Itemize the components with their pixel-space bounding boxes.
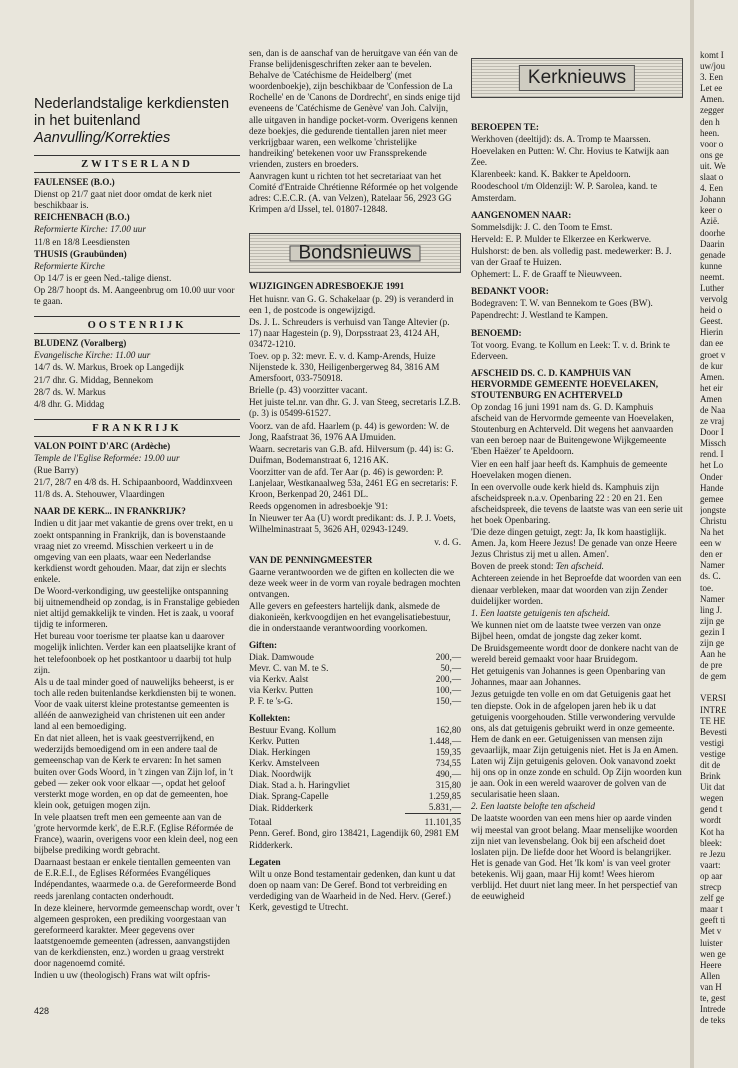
country-zwitserland: ZWITSERLAND	[34, 155, 240, 173]
preek-title: Ten afscheid.	[555, 561, 604, 572]
legaten-title: Legaten	[249, 856, 281, 867]
fragment-line: vestigi	[700, 737, 724, 748]
fragment-line: uit. We	[700, 160, 726, 171]
fragment-line: wordt	[700, 815, 721, 826]
table-row	[249, 725, 461, 736]
bondsnieuws-banner	[249, 233, 461, 273]
penning-title: VAN DE PENNINGMEESTER	[249, 554, 373, 565]
reichenbach-text: 11/8 en 18/8 Leesdiensten	[34, 236, 130, 247]
point-1-paragraph: Het getuigenis van Johannes is geen Openbaring van Johannes, maar aan Johannes.	[471, 666, 666, 688]
place-faulensee: FAULENSEE (B.O.)	[34, 177, 115, 188]
article-paragraph: Indien u uw (theologisch) Frans wat wilt opfris-	[34, 970, 211, 981]
far-right-column-fragment	[700, 50, 738, 1026]
fragment-line: Christu	[700, 515, 727, 526]
fragment-line: Amen	[700, 393, 722, 404]
table-row	[249, 747, 461, 758]
preek-paragraph: Achtereen zeiende in het Beproefde dat woorden van een dienaar verbleken, maar dat woorden van zijn Zender duidelijker worden.	[471, 573, 682, 606]
gift-name: via Kerkv. Aalst	[249, 674, 309, 685]
fragment-line: de Naa	[700, 405, 726, 415]
benoemd-line: Tot voorg. Evang. te Kollum en Leek: T. v. d. Brink te Ederveen.	[471, 339, 670, 361]
fragment-line: het eir	[700, 382, 723, 393]
fragment-line: Hierin	[700, 327, 723, 338]
adres-paragraph: Reeds opgenomen in adresboekje '91:	[249, 501, 388, 512]
bludenz-church: Evangelische Kirche: 11.00 uur	[34, 350, 151, 361]
fragment-line: INTRE	[700, 704, 727, 715]
fragment-line: Kot ha	[700, 826, 725, 837]
giften-table	[249, 652, 461, 707]
table-row	[249, 652, 461, 663]
kerknieuws-title: Kerknieuws	[519, 65, 635, 91]
fragment-line: keer o	[700, 205, 723, 216]
penning-paragraph: Alle gevers en gefeesters hartelijk dank, alsmede de diakonieën, kerkvoogdijen en het evangelisatiebestuur, die in onderstaande verantwoording voorkomen.	[249, 600, 451, 634]
thusis-text-2: Op 28/7 hoopt ds. M. Aangeenbrug om 10.00 uur voor te gaan.	[34, 284, 235, 307]
table-row	[249, 685, 461, 696]
fragment-line: van H	[700, 981, 722, 992]
fragment-line: groet v	[700, 349, 726, 360]
fragment-line: rend. I	[700, 449, 724, 460]
gift-name: via Kerkv. Putten	[249, 685, 313, 696]
fragment-line: Door I	[700, 427, 724, 438]
fragment-line: de pre	[700, 660, 723, 671]
fragment-line: gend t	[700, 804, 723, 815]
middle-paragraph: sen, dan is de aanschaf van de heruitgave van één van de Franse belijdenisgeschriften zeker aan te bevelen. Behalve de 'Catéchisme de Heidelberg' (met woordenboekje), zijn beschikbaar de 'Confession de La Rochelle' en de 'Canons de Dordrecht', en sinds enige tijd eveneens de 'Catéchisme de Genève' van Joh. Calvijn, alle uitgaven in handige pocket-vorm. Overigens kennen deze boekjes, die gedurende tientallen jaren niet meer verkrijgbaar waren, een welkome 'christelijke handreiking' betekenen voor uw Franssprekende vrienden, zusters en broeders.	[249, 48, 461, 169]
point-1-paragraph: De Bruidsgemeente wordt door de donkere nacht van de wereld bereid gemaakt voor haar Bruidegom.	[471, 643, 679, 665]
fragment-line: vervolg	[700, 294, 728, 305]
benoemd-title: BENOEMD:	[471, 327, 522, 338]
adres-paragraph: Voorz. van de afd. Haarlem (p. 44) is geworden: W. de Jong, Raafstraat 36, 1976 AA IJmuiden.	[249, 420, 450, 442]
bedankt-line: Bodegraven: T. W. van Bennekom te Goes (BW).	[471, 298, 653, 309]
fragment-line: Brink	[700, 771, 721, 782]
country-frankrijk: FRANKRIJK	[34, 419, 240, 437]
fragment-line: gezin I	[700, 626, 725, 637]
middle-paragraph: Aanvragen kunt u richten tot het secretariaat van het Comité d'Entraide Chrétienne Réformée op het volgende adres: C.E.C.R. (A. van Velzen), Ratelaar 56, 2923 GG Krimpen a/d IJssel, tel. 01807-12848.	[249, 171, 458, 215]
adres-paragraph: Het huisnr. van G. G. Schakelaar (p. 29) is veranderd in een 1, de postcode is ongewijzigd.	[249, 293, 454, 315]
adres-title: WIJZIGINGEN ADRESBOEKJE 1991	[249, 281, 405, 292]
fragment-line: Met v	[700, 926, 722, 937]
fragment-line: Hande	[700, 482, 724, 493]
fragment-line: Heere	[700, 959, 722, 970]
fragment-line: gemee	[700, 493, 724, 504]
faulensee-text: Dienst op 21/7 gaat niet door omdat de kerk niet beschikbaar is.	[34, 189, 212, 211]
fragment-line: Azië.	[700, 216, 720, 227]
fragment-line: Namer	[700, 560, 725, 571]
fragment-line: TE HE	[700, 715, 726, 726]
article-paragraph: Het bureau voor toerisme ter plaatse kan u daarover mogelijk inlichten. Verder kan een plaatselijke krant of het telefoonboek op het postkantoor u daarbij tot hulp zijn.	[34, 631, 236, 675]
fragment-line: den h	[700, 116, 720, 127]
article-paragraph: Als u de taal minder goed of nauwelijks beheerst, is er toch alle reden buitenlandse kerkdiensten bij te wonen. Voor de vaak uiterst kleine protestantse gemeenten is alléén de aanwezigheid van christenen uit een ander land al een bemoediging.	[34, 676, 237, 732]
kollekte-amount: 734,55	[435, 758, 461, 769]
kerknieuws-banner	[471, 58, 683, 98]
table-row	[249, 736, 461, 747]
penn-account: Penn. Geref. Bond, giro 138421, Lagendijk 60, 2981 EM Ridderkerk.	[249, 828, 460, 850]
afscheid-paragraph: 'Die deze dingen getuigt, zegt: Ja, Ik kom haastiglijk. Amen. Ja, kom Heere Jezus! De genade van onze Heere Jezus Christus zij met u allen. Amen'.	[471, 527, 677, 560]
place-valon: VALON POINT D'ARC (Ardèche)	[34, 440, 171, 451]
article-paragraph: Indien u dit jaar met vakantie de grens over trekt, en u zoekt ontspanning in Frankrijk, dan is bovenstaande vraag niet zo vreemd. Misschien verkeert u in de omgeving van een plaats, waar een Nederlandse kerkdienst wordt gehouden. Maar, dat zijn er slechts enkele.	[34, 518, 233, 584]
kollekte-name: Diak. Stad a. h. Haringvliet	[249, 780, 350, 791]
adres-paragraph: In Nieuwer ter Aa (U) wordt predikant: ds. J. P. J. Voets, Wilhelminastraat 5, 3626 AH, 02943-1249.	[249, 513, 456, 535]
kollekten-title: Kollekten:	[249, 713, 291, 724]
gift-name: Mevr. C. van M. te S.	[249, 663, 329, 674]
fragment-line: luister	[700, 937, 723, 948]
totaal-amount: 11.101,35	[405, 814, 461, 829]
fragment-line: 4. Een	[700, 183, 723, 194]
bludenz-line: 4/8 dhr. G. Middag	[34, 398, 105, 409]
fragment-line: wegen	[700, 793, 724, 804]
kollekte-amount: 5.831,—	[428, 802, 461, 813]
kollekte-name: Diak. Herkingen	[249, 747, 311, 758]
fragment-line: vestige	[700, 748, 726, 759]
fragment-line: ds. C.	[700, 571, 721, 582]
fragment-line: slaat o	[700, 172, 724, 183]
left-column	[34, 96, 240, 982]
thusis-text-1: Op 14/7 is er geen Ned.-talige dienst.	[34, 272, 172, 283]
afscheid-paragraph: Vier en een half jaar heeft ds. Kamphuis de gemeente Hoevelaken mogen dienen.	[471, 458, 668, 480]
fragment-line: jongste	[700, 504, 726, 515]
kollekten-table	[249, 725, 461, 828]
fragment-line: komt I	[700, 50, 724, 60]
fragment-line: de kur	[700, 360, 723, 371]
beroepen-line: Hoevelaken en Putten: W. Chr. Hovius te Katwijk aan Zee.	[471, 146, 670, 168]
fragment-line: neemt.	[700, 271, 725, 282]
table-row	[249, 780, 461, 791]
gift-amount: 200,—	[435, 652, 461, 663]
fragment-line: Bevesti	[700, 726, 727, 737]
place-bludenz: BLUDENZ (Voralberg)	[34, 338, 127, 349]
fragment-line: de gem	[700, 671, 727, 682]
fragment-line: Onder	[700, 471, 723, 482]
gift-amount: 50,—	[440, 663, 461, 674]
kollekte-amount: 490,—	[435, 769, 461, 780]
fragment-line: kunne	[700, 260, 722, 271]
section-heading	[34, 96, 240, 147]
bedankt-title: BEDANKT VOOR:	[471, 286, 549, 297]
fragment-line	[700, 682, 738, 693]
point-1-paragraph: We kunnen niet om de laatste twee verzen van onze Bijbel heen, omdat de jongste dag zeker komt.	[471, 619, 661, 641]
kollekte-amount: 162,80	[435, 725, 461, 736]
kollekte-amount: 159,35	[435, 747, 461, 758]
place-thusis: THUSIS (Graubünden)	[34, 248, 127, 259]
gift-amount: 150,—	[435, 696, 461, 707]
point-2-paragraph: De laatste woorden van een mens hier op aarde vinden wij meestal van groot belang. Maar menselijke woorden zijn niet van levensbelang. Ook bij een afscheid doet loslaten pijn. De liefde door het Woord is belangrijker. Het is genade van God. Het 'Ik kom' is van veel groter betekenis. Wij gaan, maar Hij komt! Wees hierom verblijd. Het duurt niet lang meer. In het perspectief van de eeuwigheid	[471, 813, 678, 902]
afscheid-paragraph: In een overvolle oude kerk hield ds. Kamphuis zijn afscheidspreek n.a.v. Openbaring 22 : 20 en 21. Een afscheidspreek, die tevens de laatste was van een serie uit het boek Openbaring.	[471, 481, 683, 525]
fragment-line: Aan he	[700, 649, 726, 660]
reichenbach-church: Reformierte Kirche: 17.00 uur	[34, 224, 146, 235]
fragment-line: dan ee	[700, 338, 724, 349]
fragment-line: VERSI	[700, 693, 727, 704]
fragment-line: Amen.	[700, 371, 725, 382]
beroepen-line: Roodeschool t/m Oldenzijl: W. P. Sarolea, kand. te Amsterdam.	[471, 181, 658, 203]
article-paragraph: En dat niet alleen, het is vaak geestverrijkend, en wederzijds bemoedigend om in een andere taal de gemeenschap van de Kerk te ervaren: In het samen buiten over Gods Woord, in 't zingen van Zijn lof, in 't gebed — zeker ook voor elkaar —, opdat het geloof versterkt moge worden, en op dat de gemeenten, hoe klein ook, getuigen mogen zijn.	[34, 733, 234, 810]
fragment-line: op aar	[700, 870, 723, 881]
table-row	[249, 791, 461, 802]
adres-paragraph: Toev. op p. 32: mevr. E. v. d. Kamp-Arends, Huize Nijenstede k. 330, Heiligenbergerweg 84, 3816 AM Amersfoort, 033-750918.	[249, 350, 440, 384]
article-paragraph: In deze kleinere, hervormde gemeenschap wordt, over 't algemeen gesproken, een prediking voorgestaan van gereformeerd karakter. Meer gegevens over laatstgenoemde gemeenten (adressen, aanvangstijden van de kerkdiensten, enz.) worden u graag verstrekt door nagenoemd comité.	[34, 902, 240, 969]
fragment-line: maar t	[700, 904, 723, 915]
fragment-line: Intrede	[700, 1004, 726, 1015]
fragment-line: Let ee	[700, 83, 723, 94]
fragment-line: ons ge	[700, 149, 724, 160]
right-column	[471, 116, 683, 903]
beroepen-title: BEROEPEN TE:	[471, 122, 539, 132]
thusis-church: Reformierte Kirche	[34, 260, 105, 271]
article-paragraph: De Woord-verkondiging, uw geestelijke ontspanning bij uitnemendheid op zondag, is in Franstalige gebieden niet altijd gemakkelijk te vinden. Het is zaak, u vooraf tijdig te informeren.	[34, 586, 240, 630]
kollekte-name: Diak. Ridderkerk	[249, 802, 313, 813]
fragment-line: heid o	[700, 305, 723, 316]
heading-line-3: Aanvulling/Korrekties	[34, 130, 171, 146]
fragment-line: ling J.	[700, 604, 723, 615]
fragment-line: den er	[700, 549, 723, 560]
aangenomen-line: Herveld: E. P. Mulder te Elkerzee en Kerkwerve.	[471, 233, 652, 244]
fragment-line: toe.	[700, 582, 714, 593]
fragment-line: dit de	[700, 760, 721, 770]
fragment-line: Uit dat	[700, 782, 725, 793]
fragment-line: zijn ge	[700, 637, 725, 648]
fragment-line: Geest.	[700, 316, 723, 327]
adres-paragraph: Ds. J. L. Schreuders is verhuisd van Tange Altevier (p. 17) naar Hagestein (p. 9), Dorpsstraat 23, 4124 AH, 03472-1210.	[249, 316, 450, 349]
table-row	[249, 696, 461, 707]
place-reichenbach: REICHENBACH (B.O.)	[34, 212, 130, 223]
fragment-line: Namer	[700, 593, 725, 604]
fragment-line: 3. Een	[700, 72, 723, 83]
afscheid-title: AFSCHEID DS. C. D. KAMPHUIS VAN HERVORMDE GEMEENTE HOEVELAKEN, STOUTENBURG EN ACHTERVELD	[471, 367, 659, 400]
middle-column	[249, 48, 461, 914]
fragment-line: vaart:	[700, 859, 721, 870]
kollekte-name: Kerkv. Amstelveen	[249, 758, 320, 769]
fragment-line: re Jezu	[700, 848, 726, 859]
adres-paragraph: Waarn. secretaris van G.B. afd. Hilversum (p. 44) is: G. Duifman, Bodemanstraat 6, 1216 AK.	[249, 443, 454, 465]
bludenz-line: 21/7 dhr. G. Middag, Bennekom	[34, 374, 154, 385]
preek-line	[471, 561, 683, 572]
penning-paragraph: Gaarne verantwoorden we de giften en kollecten die we deze week weer in de vorm van royale bedragen mochten ontvangen.	[249, 566, 461, 599]
table-row	[249, 674, 461, 685]
bludenz-line: 14/7 ds. W. Markus, Broek op Langedijk	[34, 362, 184, 373]
kollekte-amount: 1.259,85	[428, 791, 461, 802]
fragment-line: Missch	[700, 438, 727, 449]
article-paragraph: Daarnaast bestaan er enkele tientallen gemeenten van de E.R.E.I., de Eglises Réformées Evangéliques Indépendantes, waarmede o.a. de Gereformeerde Bond reeds jarenlang contacten onderhoudt.	[34, 857, 237, 901]
adres-signature: v. d. G.	[434, 537, 461, 548]
heading-line-1: Nederlandstalige kerkdiensten	[34, 96, 230, 112]
table-row	[249, 769, 461, 780]
aangenomen-line: Ophemert: L. F. de Graaff te Nieuwveen.	[471, 269, 622, 280]
aangenomen-line: Hulshorst: de ben. als volledig past. medewerker: B. J. van der Graaf te Huizen.	[471, 245, 672, 268]
kollekte-name: Diak. Sprang-Capelle	[249, 791, 329, 802]
fragment-line: uw/jou	[700, 61, 726, 72]
country-oostenrijk: OOSTENRIJK	[34, 316, 240, 334]
fragment-line: geeft ti	[700, 915, 726, 926]
bedankt-line: Papendrecht: J. Westland te Kampen.	[471, 310, 608, 321]
fragment-line: Na het	[700, 527, 724, 538]
valon-text-1: 21/7, 28/7 en 4/8 ds. H. Schipaanboord, Waddinxveen	[34, 477, 233, 488]
fragment-line: ze vraj	[700, 416, 725, 427]
totaal-row	[249, 814, 461, 829]
kollekte-name: Diak. Noordwijk	[249, 769, 312, 780]
fragment-line: Daarin	[700, 238, 725, 249]
beroepen-line: Werkhoven (deeltijd): ds. A. Tromp te Maarssen.	[471, 134, 651, 145]
fragment-line: Johann	[700, 194, 726, 205]
totaal-label: Totaal	[249, 817, 272, 828]
valon-text-2: 11/8 ds. A. Stehouwer, Vlaardingen	[34, 489, 165, 500]
fragment-line: Allen	[700, 970, 720, 981]
fragment-line: te, gest	[700, 992, 726, 1003]
point-1-heading: 1. Een laatste getuigenis ten afscheid.	[471, 607, 611, 618]
point-2-heading: 2. Een laatste belofte ten afscheid	[471, 801, 595, 812]
bludenz-line: 28/7 ds. W. Markus	[34, 386, 106, 397]
aangenomen-title: AANGENOMEN NAAR:	[471, 209, 572, 220]
legaten-text: Wilt u onze Bond testamentair gedenken, dan kunt u dat doen op naam van: De Geref. Bond tot verbreiding en verdediging van de Waarheid in de Ned. Herv. (Geref.) Kerk, gevestigd te Utrecht.	[249, 868, 456, 912]
fragment-line: zelf ge	[700, 893, 725, 904]
article-paragraph: In vele plaatsen treft men een gemeente aan van de 'grote hervormde kerk', de E.R.F. (Eglise Réformée de France), waarin, overigens voor een klein deel, nog een bijbelse prediking wordt gebracht.	[34, 811, 238, 856]
table-row	[249, 758, 461, 769]
kollekte-amount: 315,80	[435, 780, 461, 791]
table-row	[249, 663, 461, 674]
beroepen-line: Klarenbeek: kand. K. Bakker te Apeldoorn.	[471, 169, 631, 180]
heading-line-2: in het buitenland	[34, 113, 141, 129]
gift-amount: 200,—	[435, 674, 461, 685]
fragment-line: voor o	[700, 138, 724, 149]
fragment-line: zijn ge	[700, 615, 725, 626]
fragment-line: genade	[700, 249, 726, 260]
fragment-line: de teks	[700, 1015, 726, 1026]
aangenomen-line: Sommelsdijk: J. C. den Toom te Emst.	[471, 221, 613, 232]
adres-paragraph: Voorzitter van de afd. Ter Aar (p. 46) is geworden: P. Lanjelaar, Westkanaalweg 53a, 2461 EG en secretaris: F. Kroon, Berkenpad 20, 2461 DL.	[249, 466, 458, 500]
preek-intro: Boven de preek stond:	[471, 561, 556, 572]
fragment-line: doorhe	[700, 227, 725, 238]
kollekte-name: Bestuur Evang. Kollum	[249, 725, 337, 736]
fragment-line: wen ge	[700, 948, 726, 959]
kollekte-amount: 1.448,—	[428, 736, 461, 747]
kollekte-name: Kerkv. Putten	[249, 736, 300, 747]
valon-church: Temple de l'Eglise Reformée: 19.00 uur	[34, 452, 180, 463]
fragment-line: zegger	[700, 105, 724, 116]
fragment-line: het Lo	[700, 460, 724, 471]
fragment-line: strecp	[700, 882, 722, 893]
fragment-line: Amen.	[700, 94, 725, 105]
afscheid-paragraph: Op zondag 16 juni 1991 nam ds. G. D. Kamphuis afscheid van de Hervormde gemeente van Hoevelaken, Stoutenburg en Achterveld. Dit wegens het aanvaarden van een beroep naar de Buitengewone Wijkgemeente 'Eben Haëzer' te Apeldoorn.	[471, 402, 674, 457]
gift-name: P. F. te 's-G.	[249, 696, 293, 707]
fragment-line: Luther	[700, 282, 724, 293]
gift-amount: 100,—	[435, 685, 461, 696]
adres-paragraph: Het juiste tel.nr. van dhr. G. J. van Steeg, secretaris I.Z.B. (p. 3) is 05499-61527.	[249, 397, 461, 419]
page-number: 428	[34, 1006, 50, 1016]
point-1-paragraph: Jezus getuigde ten volle en om dat Getuigenis gaat het ten diepste. Ook in de afgelopen jaren heb ik u dat getuigenis voorgehouden. Stille verwondering vervulde ons, als dat getuigenis gebruikt werd in onze gemeente. Hem de dank en eer. Getuigenissen van mensen zijn gevaarlijk, maar Zijn getuigenis niet. Het is Ja en Amen. Laten wij Zijn getuigenis geloven. Ook vanavond zoekt hij ons op in onze zonde en schuld. Op Zijn woorden kun je aan. Ook in een wereld waarover de golven van de secularisatie heen slaan.	[471, 689, 682, 800]
article-title: NAAR DE KERK... IN FRANKRIJK?	[34, 506, 186, 517]
adres-paragraph: Brielle (p. 43) voorzitter vacant.	[249, 385, 368, 396]
fragment-line: heen.	[700, 127, 720, 138]
bondsnieuws-title: Bondsnieuws	[289, 246, 420, 261]
giften-title: Giften:	[249, 640, 278, 651]
page-gutter	[690, 0, 694, 1068]
fragment-line: bleek:	[700, 837, 722, 848]
gift-name: Diak. Damwoude	[249, 652, 314, 663]
fragment-line: een w	[700, 538, 722, 549]
table-row	[249, 802, 461, 814]
valon-street: (Rue Barry)	[34, 465, 79, 476]
